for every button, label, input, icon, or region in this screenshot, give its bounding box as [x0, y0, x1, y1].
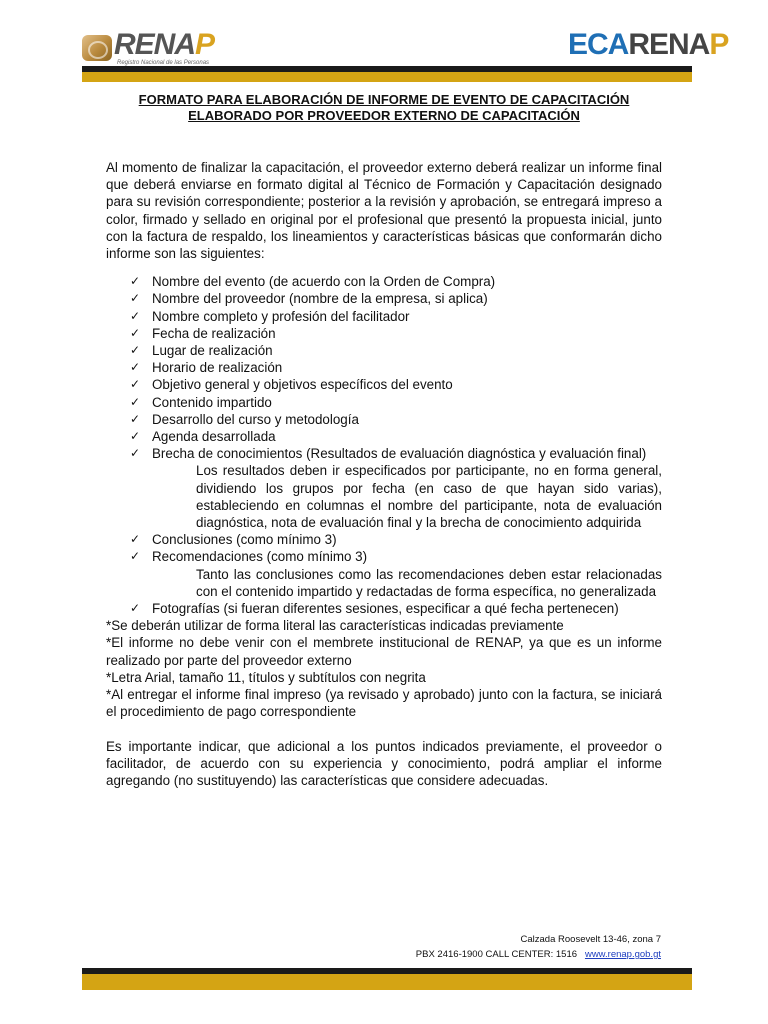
closing-paragraph: Es importante indicar, que adicional a los puntos indicados previamente, el proveedor o facilitador, de acuerdo con su experiencia y conocimiento, podrá ampliar el informe agregando (no sustituyendo) las características que considere adecuadas. [106, 738, 662, 788]
renap-emblem-icon [82, 35, 112, 61]
check-icon: ✓ [130, 429, 141, 444]
header-gold-bar [82, 72, 692, 82]
check-icon: ✓ [130, 274, 141, 289]
checklist-item: ✓ Recomendaciones (como mínimo 3) [130, 549, 368, 565]
check-icon: ✓ [130, 411, 141, 426]
checklist-item: ✓ Fecha de realización [130, 325, 276, 341]
renap-logo-word: RENA [114, 28, 196, 61]
check-icon: ✓ [130, 291, 141, 306]
ecarenap-logo [568, 30, 728, 60]
check-icon: ✓ [130, 343, 141, 358]
requirements-checklist [106, 273, 662, 462]
footer-contact [416, 947, 661, 962]
renap-logo-p: P [195, 28, 215, 61]
renap-logo-subtitle: Registro Nacional de las Personas [117, 60, 210, 66]
checklist-item: ✓ Agenda desarrollada [130, 429, 276, 445]
intro-paragraph: Al momento de finalizar la capacitación, el proveedor externo deberá realizar un informe final que deberá enviarse en formato digital al Técnico de Formación y Capacitación designado para su revisión correspondiente; posterior a la revisión y aprobación, se entregará impreso a color, firmado y sellado en original por el profesional que presentó la propuesta inicial, junto con la factura de respaldo, los lineamientos y características básicas que conformarán dicho informe son las siguientes: [106, 160, 662, 262]
check-icon: ✓ [130, 308, 141, 323]
renap-logo [82, 30, 214, 66]
note-line: *Letra Arial, tamaño 11, títulos y subtítulos con negrita [106, 669, 426, 685]
checklist-item: ✓ Nombre del proveedor (nombre de la empresa, si aplica) [130, 291, 488, 307]
check-icon: ✓ [130, 446, 141, 461]
ecarenap-logo-eca: ECA [568, 28, 629, 61]
ecarenap-logo-p: P [709, 28, 729, 61]
checklist-item: ✓ Nombre completo y profesión del facilitador [130, 308, 410, 324]
checklist-item: ✓ Horario de realización [130, 360, 283, 376]
recommendations-note: Tanto las conclusiones como las recomendaciones deben estar relacionadas con el contenido impartido y redactadas de forma específica, no generalizada [196, 566, 662, 599]
document-title [106, 92, 662, 124]
document-body [106, 159, 662, 789]
title-line-1: FORMATO PARA ELABORACIÓN DE INFORME DE EVENTO DE CAPACITACIÓN [138, 92, 630, 107]
checklist-item: ✓ Lugar de realización [130, 343, 273, 359]
checklist-item: ✓ Brecha de conocimientos (Resultados de evaluación diagnóstica y evaluación final) [130, 446, 647, 462]
check-icon: ✓ [130, 325, 141, 340]
check-icon: ✓ [130, 549, 141, 564]
check-icon: ✓ [130, 532, 141, 547]
checklist-item: ✓ Conclusiones (como mínimo 3) [130, 532, 337, 548]
title-line-2: ELABORADO POR PROVEEDOR EXTERNO DE CAPACITACIÓN [188, 108, 580, 123]
note-line: *Se deberán utilizar de forma literal las características indicadas previamente [106, 618, 564, 634]
checklist-item: ✓ Desarrollo del curso y metodología [130, 411, 359, 427]
checklist-item: ✓ Fotografías (si fueran diferentes sesiones, especificar a qué fecha pertenecen) [130, 601, 619, 617]
note-line: *El informe no debe venir con el membrete institucional de RENAP, ya que es un informe realizado por parte del proveedor externo [106, 635, 662, 668]
website-link[interactable]: www.renap.gob.gt [584, 949, 661, 960]
checklist-item: ✓ Nombre del evento (de acuerdo con la Orden de Compra) [130, 274, 496, 290]
ecarenap-logo-rena: RENA [628, 28, 710, 61]
check-icon: ✓ [130, 377, 141, 392]
requirements-checklist-2 [106, 531, 662, 565]
check-icon: ✓ [130, 360, 141, 375]
footer-address: Calzada Roosevelt 13-46, zona 7 [520, 934, 661, 945]
footer-phones: PBX 2416-1900 CALL CENTER: 1516 [415, 949, 578, 960]
page-footer [416, 932, 661, 962]
check-icon: ✓ [130, 394, 141, 409]
checklist-item: ✓ Contenido impartido [130, 394, 272, 410]
note-line: *Al entregar el informe final impreso (ya revisado y aprobado) junto con la factura, se iniciará el procedimiento de pago correspondiente [106, 687, 662, 720]
check-icon: ✓ [130, 601, 141, 616]
requirements-checklist-3 [106, 600, 662, 617]
footer-gold-bar [82, 974, 692, 990]
checklist-item: ✓ Objetivo general y objetivos específicos del evento [130, 377, 453, 393]
brecha-note: Los resultados deben ir especificados por participante, no en forma general, dividiendo los grupos por fecha (en caso de que hayan sido varias), estableciendo en columnas el nombre del participante, nota de evaluación diagnóstica, nota de evaluación final y la brecha de conocimiento adquirida [196, 463, 662, 531]
